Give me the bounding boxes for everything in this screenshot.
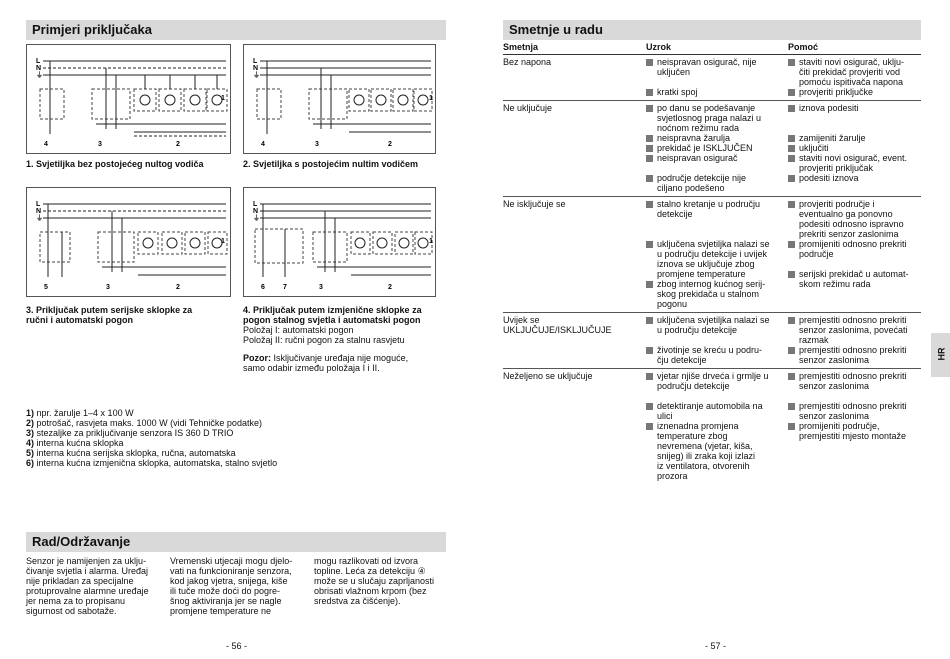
list-item: premjestiti odnosno prekriti senzor zaslonima xyxy=(788,401,921,421)
bullet-square-icon xyxy=(788,317,795,324)
bullet-square-icon xyxy=(646,373,653,380)
list-item: životinje se kreću u podru- čju detekcije xyxy=(646,345,788,365)
callout-2: 2 xyxy=(176,284,180,291)
wiring-diagram-3 xyxy=(26,187,231,297)
list-item: provjeriti područje i eventualno ga ponovno podesiti odnosno ispravno prekriti senzor zaslonima xyxy=(788,199,921,239)
maintenance-col-1: Senzor je namijenjen za uklju- čivanje svjetla i alarma. Uređaj nije prikladan za specijalne protuprovalne alarmne uređaje jer nema za to propisanu sigurnost od sabotaže. xyxy=(26,556,149,616)
list-item: promijeniti odnosno prekriti područje xyxy=(788,239,921,259)
col-header-smetnja: Smetnja xyxy=(503,40,646,55)
list-item: prekidač je ISKLJUČEN xyxy=(646,143,788,153)
table-row: Uvijek se UKLJUČUJE/ISKLJUČUJE uključena svjetiljka nalazi se u području detekcije životinje se kreću u podru- čju detekcije premjestiti odnosno prekriti senzor zaslonima, povećati razmak premjestiti odnosno prekriti senzor zaslonima xyxy=(503,313,921,369)
troubleshooting-table xyxy=(503,40,921,484)
line-label-n: N xyxy=(253,208,259,215)
list-item: staviti novi osigurač, event. provjeriti priključak xyxy=(788,153,921,173)
section-header-examples xyxy=(26,20,446,40)
table-row: Bez napona neispravan osigurač, nije uključen kratki spoj staviti novi osigurač, uklju- čiti prekidač provjeriti vod pomoću ispitivača napona provjeriti priključke xyxy=(503,55,921,101)
callout-3: 3 xyxy=(98,141,102,148)
list-item: kratki spoj xyxy=(646,87,788,97)
table-row: Ne isključuje se stalno kretanje u području detekcije uključena svjetiljka nalazi se u području detekcije i uvijek iznova se uključuje zbog promjene temperature zbog internog kućnog serij- skog prekidača u stalnom pogonu provjeriti područje i eventualno ga ponovno podesiti odnosno ispravno prekriti senzor zaslonima promijeniti odnosno prekriti područje serijski prekidač u automat- skom režimu rada xyxy=(503,197,921,313)
footnote: 1) npr. žarulje 1–4 x 100 W xyxy=(26,408,134,418)
section-title: Primjeri priključaka xyxy=(32,22,152,37)
list-item: uključena svjetiljka nalazi se u području detekcije xyxy=(646,315,788,335)
callout-3: 3 xyxy=(106,284,110,291)
bullet-square-icon xyxy=(788,403,795,410)
line-label-pe: ⏚ xyxy=(253,215,260,222)
list-item: detektiranje automobila na ulici xyxy=(646,401,788,421)
bullet-square-icon xyxy=(646,281,653,288)
list-item: neispravna žarulja xyxy=(646,133,788,143)
maintenance-col-3: mogu razlikovati od izvora topline. Leća za detekciju ④ može se u slučaju zaprljanosti obrisati vlažnom krpom (bez sredstva za čišćenje). xyxy=(314,556,435,606)
line-label-pe: ⏚ xyxy=(36,215,43,222)
bullet-square-icon xyxy=(646,135,653,142)
callout-6: 6 xyxy=(261,284,265,291)
bullet-square-icon xyxy=(646,59,653,66)
table-row: Ne uključuje po danu se podešavanje svjetlosnog praga nalazi u noćnom režimu rada neispravna žarulja prekidač je ISKLJUČEN neispravan osigurač područje detekcije nije ciljano podešeno iznova podesiti zamijeniti žarulje uključiti staviti novi osigurač, event. provjeriti priključak podesiti iznova xyxy=(503,101,921,197)
col-header-pomoc: Pomoć xyxy=(788,40,921,55)
line-label-l: L xyxy=(253,201,258,208)
list-item: iznenadna promjena temperature zbog nevremena (vjetar, kiša, snijeg) ili zraka koji izlazi iz ventilatora, otvorenih prozora xyxy=(646,421,788,481)
line-label-l: L xyxy=(36,201,41,208)
list-item: stalno kretanje u području detekcije xyxy=(646,199,788,219)
list-item: zbog internog kućnog serij- skog prekidača u stalnom pogonu xyxy=(646,279,788,309)
bullet-square-icon xyxy=(788,59,795,66)
bullet-square-icon xyxy=(646,155,653,162)
page-number-left: - 56 - xyxy=(226,641,248,651)
list-item: uključiti xyxy=(788,143,921,153)
callout-1: 1 xyxy=(429,95,433,102)
bullet-square-icon xyxy=(788,373,795,380)
bullet-square-icon xyxy=(788,89,795,96)
list-item: premjestiti odnosno prekriti senzor zaslonima xyxy=(788,371,921,391)
line-label-n: N xyxy=(253,65,259,72)
list-item: premjestiti odnosno prekriti senzor zaslonima, povećati razmak xyxy=(788,315,921,345)
bullet-square-icon xyxy=(788,155,795,162)
callout-7: 7 xyxy=(283,284,287,291)
col-header-uzrok: Uzrok xyxy=(646,40,788,55)
footnote: 4) interna kućna sklopka xyxy=(26,438,124,448)
line-label-n: N xyxy=(36,208,42,215)
list-item: provjeriti priključke xyxy=(788,87,921,97)
list-item: neispravan osigurač, nije uključen xyxy=(646,57,788,77)
wiring-diagram-1 xyxy=(26,44,231,154)
line-label-pe: ⏚ xyxy=(253,72,260,79)
table-row: Neželjeno se uključuje vjetar njiše drveća i grmlje u području detekcije detektiranje automobila na ulici iznenadna promjena temperature zbog nevremena (vjetar, kiša, snijeg) ili zraka koji izlazi iz ventilatora, otvorenih prozora premjestiti odnosno prekriti senzor zaslonima premjestiti odnosno prekriti senzor zaslonima promijeniti područje, premjestiti mjesto montaže xyxy=(503,369,921,485)
section-title: Smetnje u radu xyxy=(509,22,603,37)
bullet-square-icon xyxy=(646,403,653,410)
list-item: vjetar njiše drveća i grmlje u području detekcije xyxy=(646,371,788,391)
footnote: 6) interna kućna izmjenična sklopka, automatska, stalno svjetlo xyxy=(26,458,278,468)
callout-4: 4 xyxy=(261,141,265,148)
callout-2: 2 xyxy=(388,284,392,291)
list-item: podesiti iznova xyxy=(788,173,921,183)
bullet-square-icon xyxy=(788,241,795,248)
callout-5: 5 xyxy=(44,284,48,291)
bullet-square-icon xyxy=(788,423,795,430)
bullet-square-icon xyxy=(646,423,653,430)
list-item: serijski prekidač u automat- skom režimu rada xyxy=(788,269,921,289)
wiring-diagram-4 xyxy=(243,187,436,297)
line-label-n: N xyxy=(36,65,42,72)
bullet-square-icon xyxy=(646,347,653,354)
callout-1: 1 xyxy=(221,95,225,102)
bullet-square-icon xyxy=(646,89,653,96)
bullet-square-icon xyxy=(646,145,653,152)
list-item: iznova podesiti xyxy=(788,103,921,113)
footnote: 5) interna kućna serijska sklopka, ručna, automatska xyxy=(26,448,236,458)
caption-2: 2. Svjetiljka s postojećim nultim vodičem xyxy=(243,159,419,169)
list-item: područje detekcije nije ciljano podešeno xyxy=(646,173,788,193)
caption-4: 4. Priključak putem izmjenične sklopke za pogon stalnog svjetla i automatski pogon Položaj I: automatski pogon Položaj II: ručni pogon za stalnu rasvjetu Pozor: Isključivanje uređaja nije moguće, samo odabir između položaja I i II. xyxy=(243,305,422,373)
bullet-square-icon xyxy=(788,271,795,278)
list-item: po danu se podešavanje svjetlosnog praga nalazi u noćnom režimu rada xyxy=(646,103,788,133)
callout-4: 4 xyxy=(44,141,48,148)
caption-1: 1. Svjetiljka bez postojećeg nultog vodiča xyxy=(26,159,204,169)
footnotes xyxy=(26,408,277,468)
line-label-l: L xyxy=(253,58,258,65)
list-item: premjestiti odnosno prekriti senzor zaslonima xyxy=(788,345,921,365)
list-item: uključena svjetiljka nalazi se u području detekcije i uvijek iznova se uključuje zbog promjene temperature xyxy=(646,239,788,279)
section-header-troubleshooting xyxy=(503,20,921,40)
callout-2: 2 xyxy=(176,141,180,148)
list-item: zamijeniti žarulje xyxy=(788,133,921,143)
bullet-square-icon xyxy=(788,201,795,208)
list-item: promijeniti područje, premjestiti mjesto montaže xyxy=(788,421,921,441)
list-item: neispravan osigurač xyxy=(646,153,788,163)
callout-3: 3 xyxy=(319,284,323,291)
section-header-maintenance xyxy=(26,532,446,552)
section-title: Rad/Održavanje xyxy=(32,534,131,549)
footnote: 3) stezaljke za priključivanje senzora IS 360 D TRIO xyxy=(26,428,234,438)
bullet-square-icon xyxy=(788,135,795,142)
maintenance-col-2: Vremenski utjecaji mogu djelo- vati na funkcioniranje senzora, kod jakog vjetra, snijega, kiše ili tuče može doći do pogre- šnog aktiviranja jer se nagle promjene temperature ne xyxy=(170,556,293,616)
bullet-square-icon xyxy=(788,175,795,182)
bullet-square-icon xyxy=(646,201,653,208)
bullet-square-icon xyxy=(646,105,653,112)
line-label-l: L xyxy=(36,58,41,65)
language-tab: HR xyxy=(931,333,950,377)
line-label-pe: ⏚ xyxy=(36,72,43,79)
page-number-right: - 57 - xyxy=(705,641,727,651)
callout-3: 3 xyxy=(315,141,319,148)
callout-1: 1 xyxy=(221,238,225,245)
caption-3: 3. Priključak putem serijske sklopke za ručni i automatski pogon xyxy=(26,305,193,325)
bullet-square-icon xyxy=(788,105,795,112)
callout-1: 1 xyxy=(429,238,433,245)
callout-2: 2 xyxy=(388,141,392,148)
bullet-square-icon xyxy=(646,175,653,182)
bullet-square-icon xyxy=(646,317,653,324)
footnote: 2) potrošač, rasvjeta maks. 1000 W (vidi Tehničke podatke) xyxy=(26,418,262,428)
bullet-square-icon xyxy=(788,347,795,354)
list-item: staviti novi osigurač, uklju- čiti prekidač provjeriti vod pomoću ispitivača napona xyxy=(788,57,921,87)
bullet-square-icon xyxy=(646,241,653,248)
bullet-square-icon xyxy=(788,145,795,152)
wiring-diagram-2 xyxy=(243,44,436,154)
